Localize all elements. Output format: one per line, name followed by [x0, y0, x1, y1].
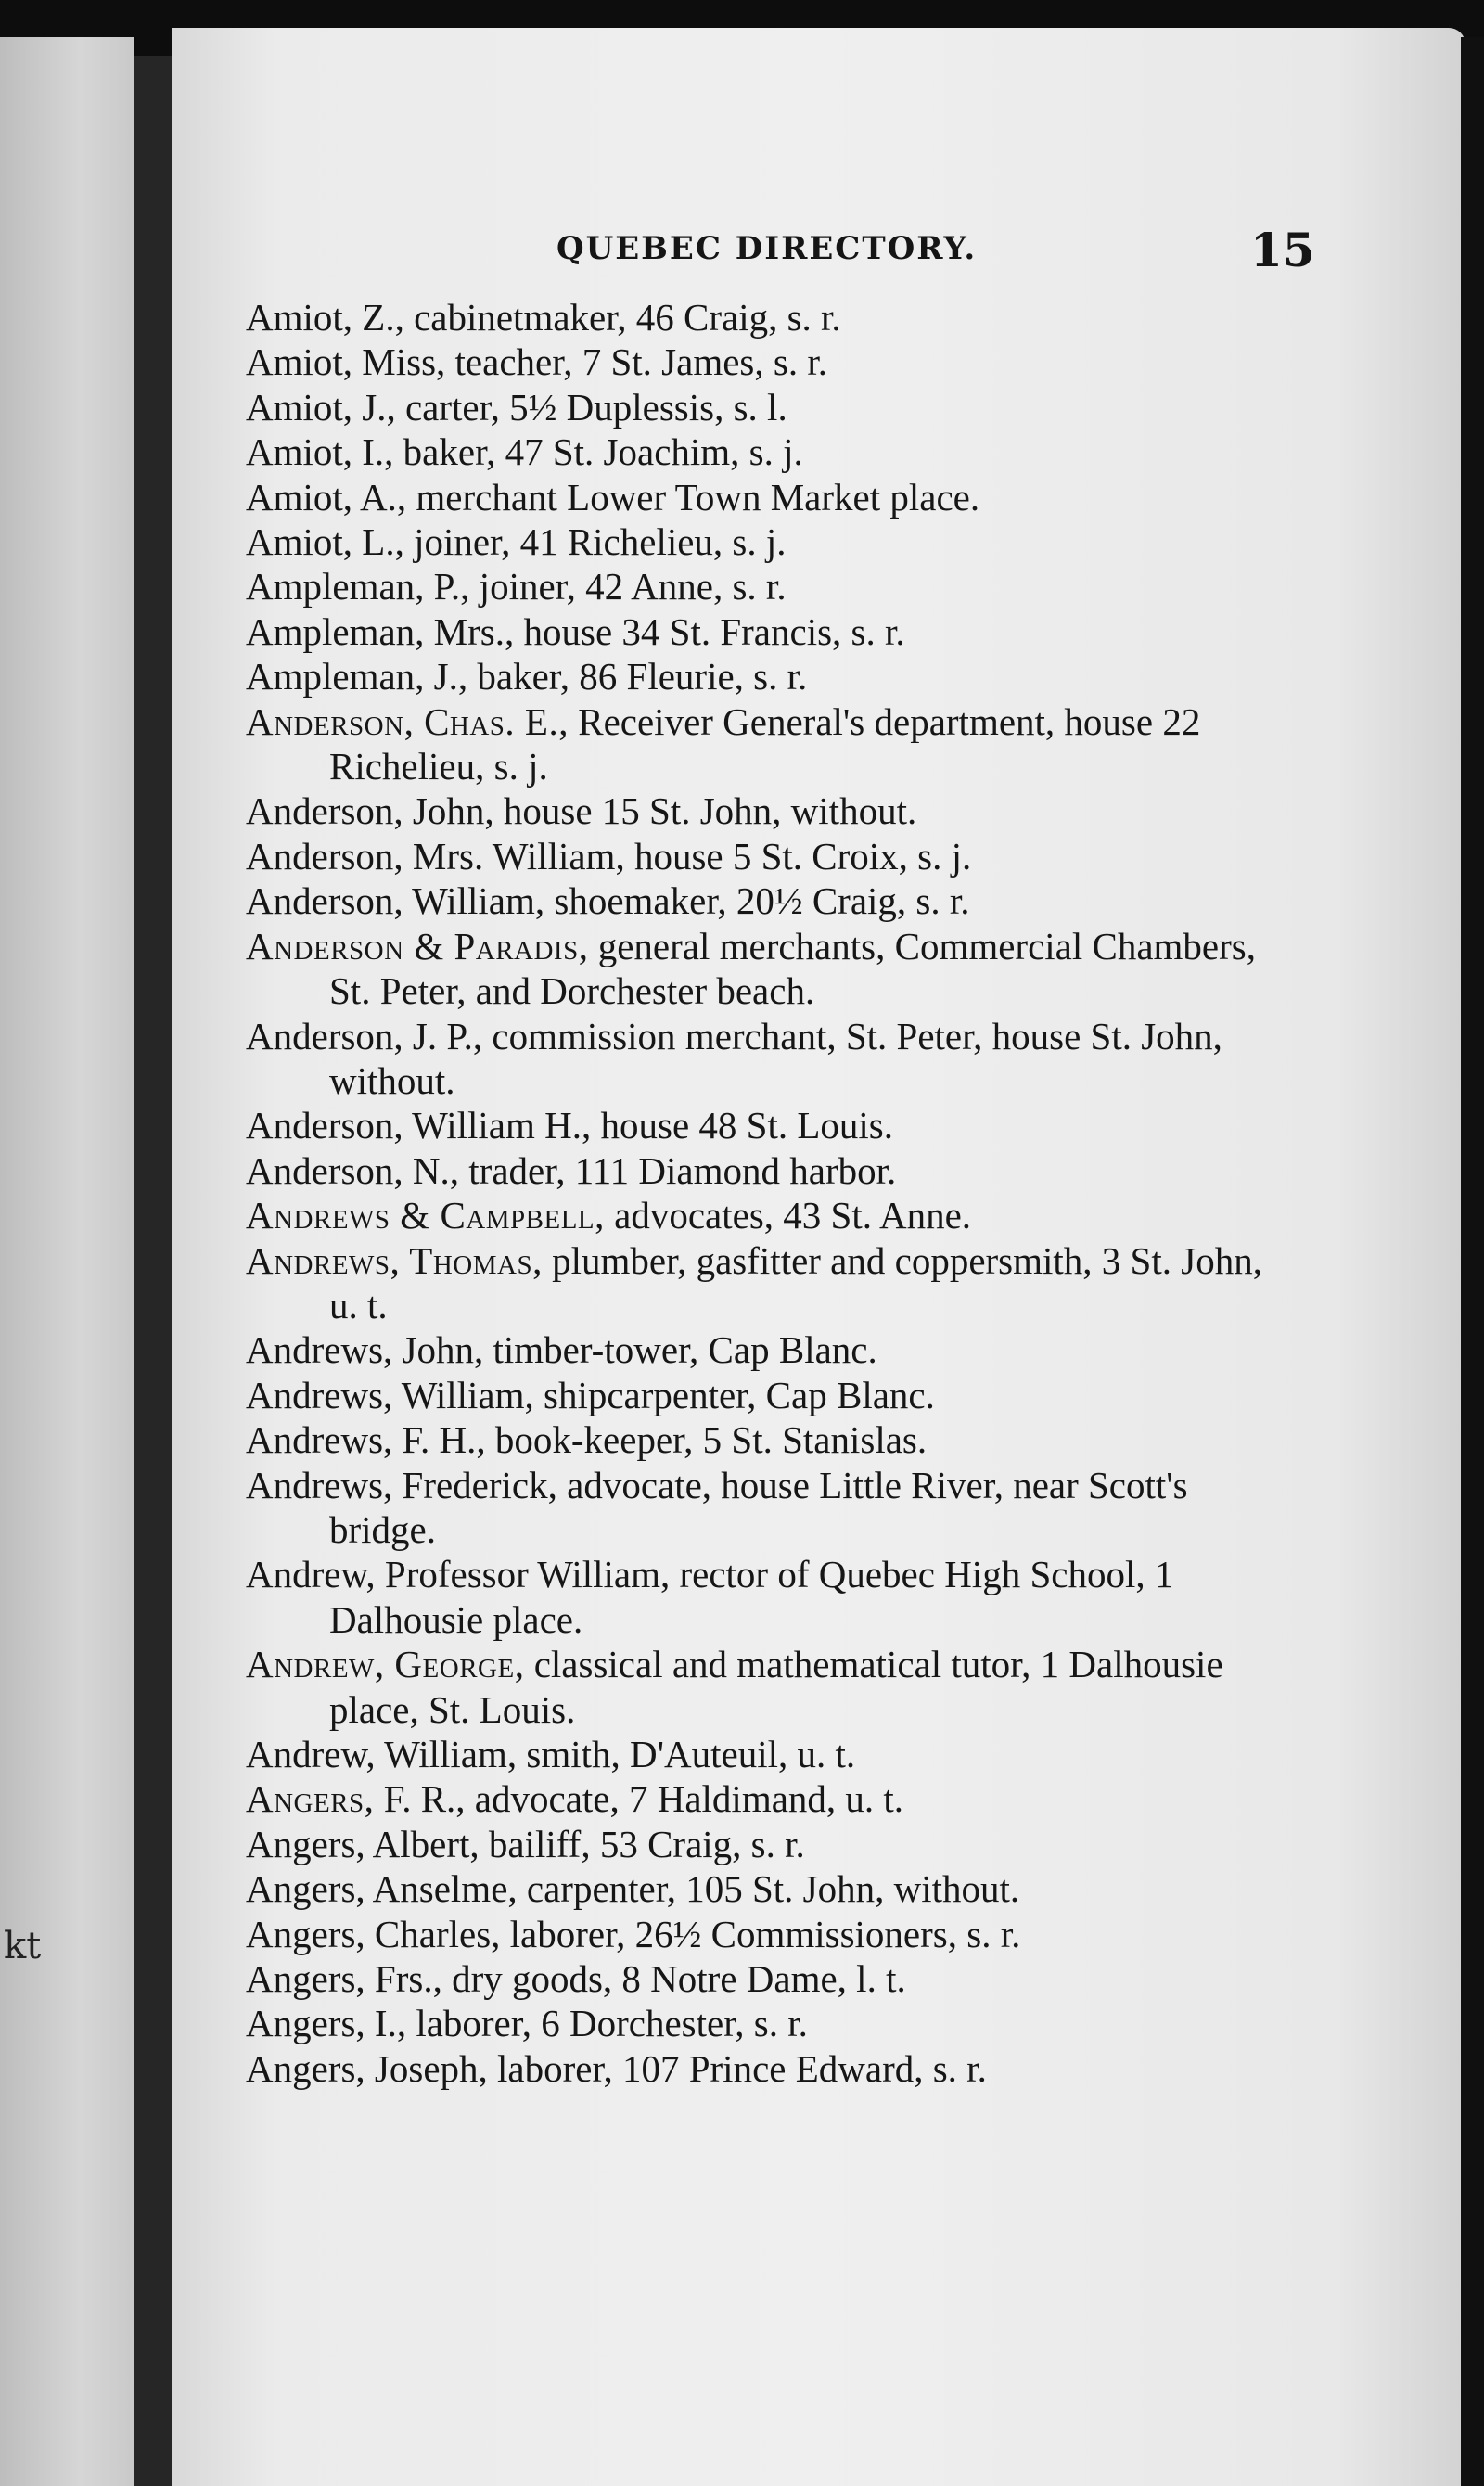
directory-entry	[246, 1463, 1294, 1553]
entry-lead-name: Andrew, George,	[246, 1643, 525, 1686]
entry-lead-name: Anderson, Chas. E.,	[246, 699, 569, 743]
entry-text: general merchants, Commercial Chambers, St. Peter, and Dorchester beach.	[329, 924, 1256, 1013]
entry-text: Ampleman, Mrs., house 34 St. Francis, s. r.	[246, 609, 905, 653]
entry-text: plumber, gasfitter and coppersmith, 3 St. John, u. t.	[329, 1238, 1262, 1326]
directory-entry	[246, 878, 1294, 923]
entry-text: F. R., advocate, 7 Haldimand, u. t.	[374, 1777, 904, 1821]
directory-entry	[246, 519, 1294, 564]
directory-entry	[246, 385, 1294, 429]
entry-text: Andrew, Professor William, rector of Quebec High School, 1 Dalhousie place.	[246, 1553, 1174, 1641]
entry-text: Amiot, A., merchant Lower Town Market place.	[246, 475, 980, 519]
entry-text: Angers, Frs., dry goods, 8 Notre Dame, l. t.	[246, 1957, 906, 2001]
directory-entry	[246, 609, 1294, 654]
entry-text: Andrews, William, shipcarpenter, Cap Blanc.	[246, 1373, 935, 1416]
directory-entry	[246, 1014, 1294, 1104]
entry-text: Anderson, N., trader, 111 Diamond harbor.	[246, 1148, 897, 1192]
entry-text: Andrew, William, smith, D'Auteuil, u. t.	[246, 1733, 856, 1775]
entry-text: Andrews, F. H., book-keeper, 5 St. Stanislas.	[246, 1418, 928, 1462]
entry-text: Anderson, John, house 15 St. John, without.	[246, 789, 917, 833]
entry-text: Angers, Anselme, carpenter, 105 St. John, without.	[246, 1867, 1020, 1911]
directory-entry	[246, 699, 1294, 789]
directory-entry	[246, 1417, 1294, 1462]
directory-entry	[246, 475, 1294, 519]
directory-entry	[246, 834, 1294, 878]
entry-text: Angers, I., laborer, 6 Dorchester, s. r.	[246, 2002, 808, 2045]
directory-entry	[246, 1373, 1294, 1417]
entry-text: Angers, Charles, laborer, 26½ Commissioners, s. r.	[246, 1912, 1021, 1955]
directory-entry	[246, 654, 1294, 698]
directory-entry	[246, 1238, 1294, 1328]
running-head: QUEBEC DIRECTORY.	[556, 230, 978, 267]
entry-text: Ampleman, P., joiner, 42 Anne, s. r.	[246, 565, 787, 609]
entry-text: Amiot, Miss, teacher, 7 St. James, s. r.	[246, 340, 827, 384]
directory-entry	[246, 1912, 1294, 1956]
directory-entries	[246, 295, 1294, 2091]
directory-entry	[246, 1866, 1294, 1911]
page-number: 15	[1250, 223, 1315, 277]
entry-text: Amiot, L., joiner, 41 Richelieu, s. j.	[246, 520, 787, 564]
entry-text: Angers, Joseph, laborer, 107 Prince Edward, s. r.	[246, 2046, 987, 2090]
entry-lead-name: Anderson & Paradis,	[246, 924, 589, 967]
directory-entry	[246, 2001, 1294, 2045]
entry-text: Amiot, I., baker, 47 St. Joachim, s. j.	[246, 430, 803, 474]
entry-text: Andrews, John, timber-tower, Cap Blanc.	[246, 1328, 877, 1372]
book-gutter	[134, 56, 172, 2486]
entry-text: Amiot, J., carter, 5½ Duplessis, s. l.	[246, 385, 787, 429]
entry-lead-name: Andrews & Campbell,	[246, 1194, 605, 1237]
entry-text: Amiot, Z., cabinetmaker, 46 Craig, s. r.	[246, 296, 841, 339]
entry-text: Receiver General's department, house 22 Richelieu, s. j.	[329, 699, 1201, 788]
directory-entry	[246, 1552, 1294, 1642]
entry-text: Angers, Albert, bailiff, 53 Craig, s. r.	[246, 1822, 805, 1865]
directory-entry	[246, 340, 1294, 384]
directory-entry	[246, 564, 1294, 609]
directory-entry	[246, 1327, 1294, 1372]
entry-text: Anderson, William H., house 48 St. Louis.	[246, 1104, 893, 1147]
entry-text: advocates, 43 St. Anne.	[604, 1194, 972, 1237]
directory-entry	[246, 1193, 1294, 1237]
directory-entry	[246, 295, 1294, 340]
entry-lead-name: Andrews, Thomas,	[246, 1238, 543, 1282]
directory-entry	[246, 788, 1294, 833]
entry-lead-name: Angers,	[246, 1777, 375, 1821]
directory-entry	[246, 1822, 1294, 1866]
previous-page-edge	[0, 37, 134, 2486]
directory-entry	[246, 2046, 1294, 2091]
entry-text: Anderson, Mrs. William, house 5 St. Croix, s. j.	[246, 834, 972, 878]
entry-text: classical and mathematical tutor, 1 Dalhousie place, St. Louis.	[329, 1643, 1223, 1731]
previous-page-text-fragment: kt	[4, 1925, 42, 1967]
directory-entry	[246, 1148, 1294, 1193]
directory-entry	[246, 1103, 1294, 1147]
directory-entry	[246, 1776, 1294, 1821]
entry-text: Ampleman, J., baker, 86 Fleurie, s. r.	[246, 655, 808, 698]
directory-entry	[246, 429, 1294, 474]
entry-text: Anderson, William, shoemaker, 20½ Craig, s. r.	[246, 879, 970, 923]
directory-entry	[246, 1732, 1294, 1776]
page-edge-shadow	[1461, 37, 1484, 2486]
directory-entry	[246, 924, 1294, 1014]
entry-text: Andrews, Frederick, advocate, house Little River, near Scott's bridge.	[246, 1463, 1188, 1551]
directory-entry	[246, 1642, 1294, 1732]
directory-entry	[246, 1956, 1294, 2001]
entry-text: Anderson, J. P., commission merchant, St. Peter, house St. John, without.	[246, 1014, 1222, 1102]
